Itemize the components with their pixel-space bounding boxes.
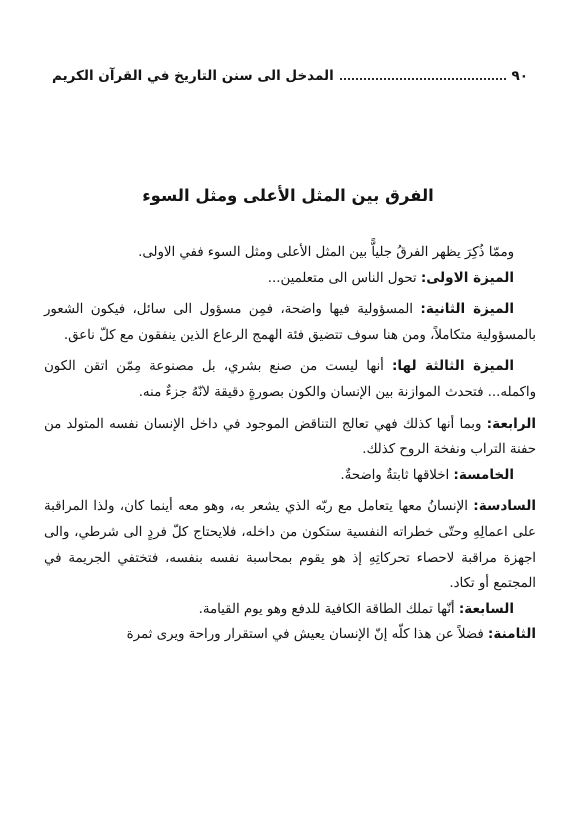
paragraph-feature-3 bbox=[44, 354, 536, 405]
section-heading: الفرق بين المثل الأعلى ومثل السوء bbox=[142, 186, 434, 205]
paragraph-text: أنها ليست من صنع بشري، بل مصنوعة مِمّن اتقن الكون واكمله... فتحدث الموازنة بين الإنسان والكون بصورةٍ دقيقة لانّهُ جزءٌ منه. bbox=[44, 359, 536, 400]
paragraph-label: السابعة: bbox=[458, 600, 514, 617]
page-number: ٩٠ bbox=[511, 68, 528, 84]
paragraph-label: الميزة الثانية: bbox=[420, 301, 515, 318]
paragraph-label: الرابعة: bbox=[486, 415, 536, 432]
paragraph-feature-8 bbox=[44, 622, 536, 648]
paragraph-label: الميزة الاولى: bbox=[420, 269, 514, 286]
paragraph-feature-7 bbox=[44, 597, 536, 623]
paragraph-feature-5 bbox=[44, 463, 536, 489]
dotted-leader bbox=[340, 77, 506, 80]
paragraph-label: السادسة: bbox=[473, 498, 536, 515]
paragraph-intro bbox=[44, 240, 536, 266]
paragraph-text: اخلاقها ثابتةٌ واضحةٌ. bbox=[340, 467, 454, 483]
paragraph-text: وممّا ذُكِرَ يظهر الفرقُ جلياًّ بين المثل الأعلى ومثل السوء ففي الاولى. bbox=[138, 245, 514, 260]
paragraph-text: تحول الناس الى متعلمين... bbox=[267, 270, 421, 286]
paragraph-text: أنّها تملك الطاقة الكافية للدفع وهو يوم القيامة. bbox=[198, 601, 459, 617]
running-header bbox=[52, 60, 528, 84]
paragraph-text: الإنسانُ معها يتعامل مع ربّه الذي يشعر به، وهو معه أينما كان، ولذا المراقبة على اعمالِهِ وحتّى خطراته النفسية ستكون من داخله، فلايحتاج كلّ فردٍ الى شرطي، والى اجهزة مراقبة لاحصاء تحركاتِهِ إذ هو يقوم بمحاسبة نفسه بنفسه، فتختفي الجريمة في المجتمع أو تكاد. bbox=[44, 499, 536, 592]
paragraph-feature-6 bbox=[44, 494, 536, 596]
running-title: المدخل الى سنن التاريخ في القرآن الكريم bbox=[52, 68, 334, 84]
paragraph-text: وبما أنها كذلك فهي تعالج التناقض الموجود في داخل الإنسان نفسه المتولد من حفنة التراب ونفخة الروح كذلك. bbox=[44, 416, 536, 458]
paragraph-feature-4 bbox=[44, 412, 536, 463]
paragraph-label: الثامنة: bbox=[487, 626, 536, 643]
paragraph-feature-1 bbox=[44, 266, 536, 292]
paragraph-text: المسؤولية فيها واضحة، فمِن مسؤول الى سائل، فيكون الشعور بالمسؤولية متكاملاً، ومن هنا سوف تتضيق فئة الهمج الرعاع الذين ينفقون مع كلّ ناعق. bbox=[44, 302, 536, 343]
paragraph-label: الميزة الثالثة لها: bbox=[391, 358, 514, 375]
paragraph-label: الخامسة: bbox=[453, 466, 514, 483]
paragraph-text: فضلاً عن هذا كلّه إنّ الإنسان يعيش في استقرار وراحة ويرى ثمرة bbox=[126, 627, 488, 643]
body-text bbox=[44, 240, 536, 648]
paragraph-feature-2 bbox=[44, 297, 536, 348]
